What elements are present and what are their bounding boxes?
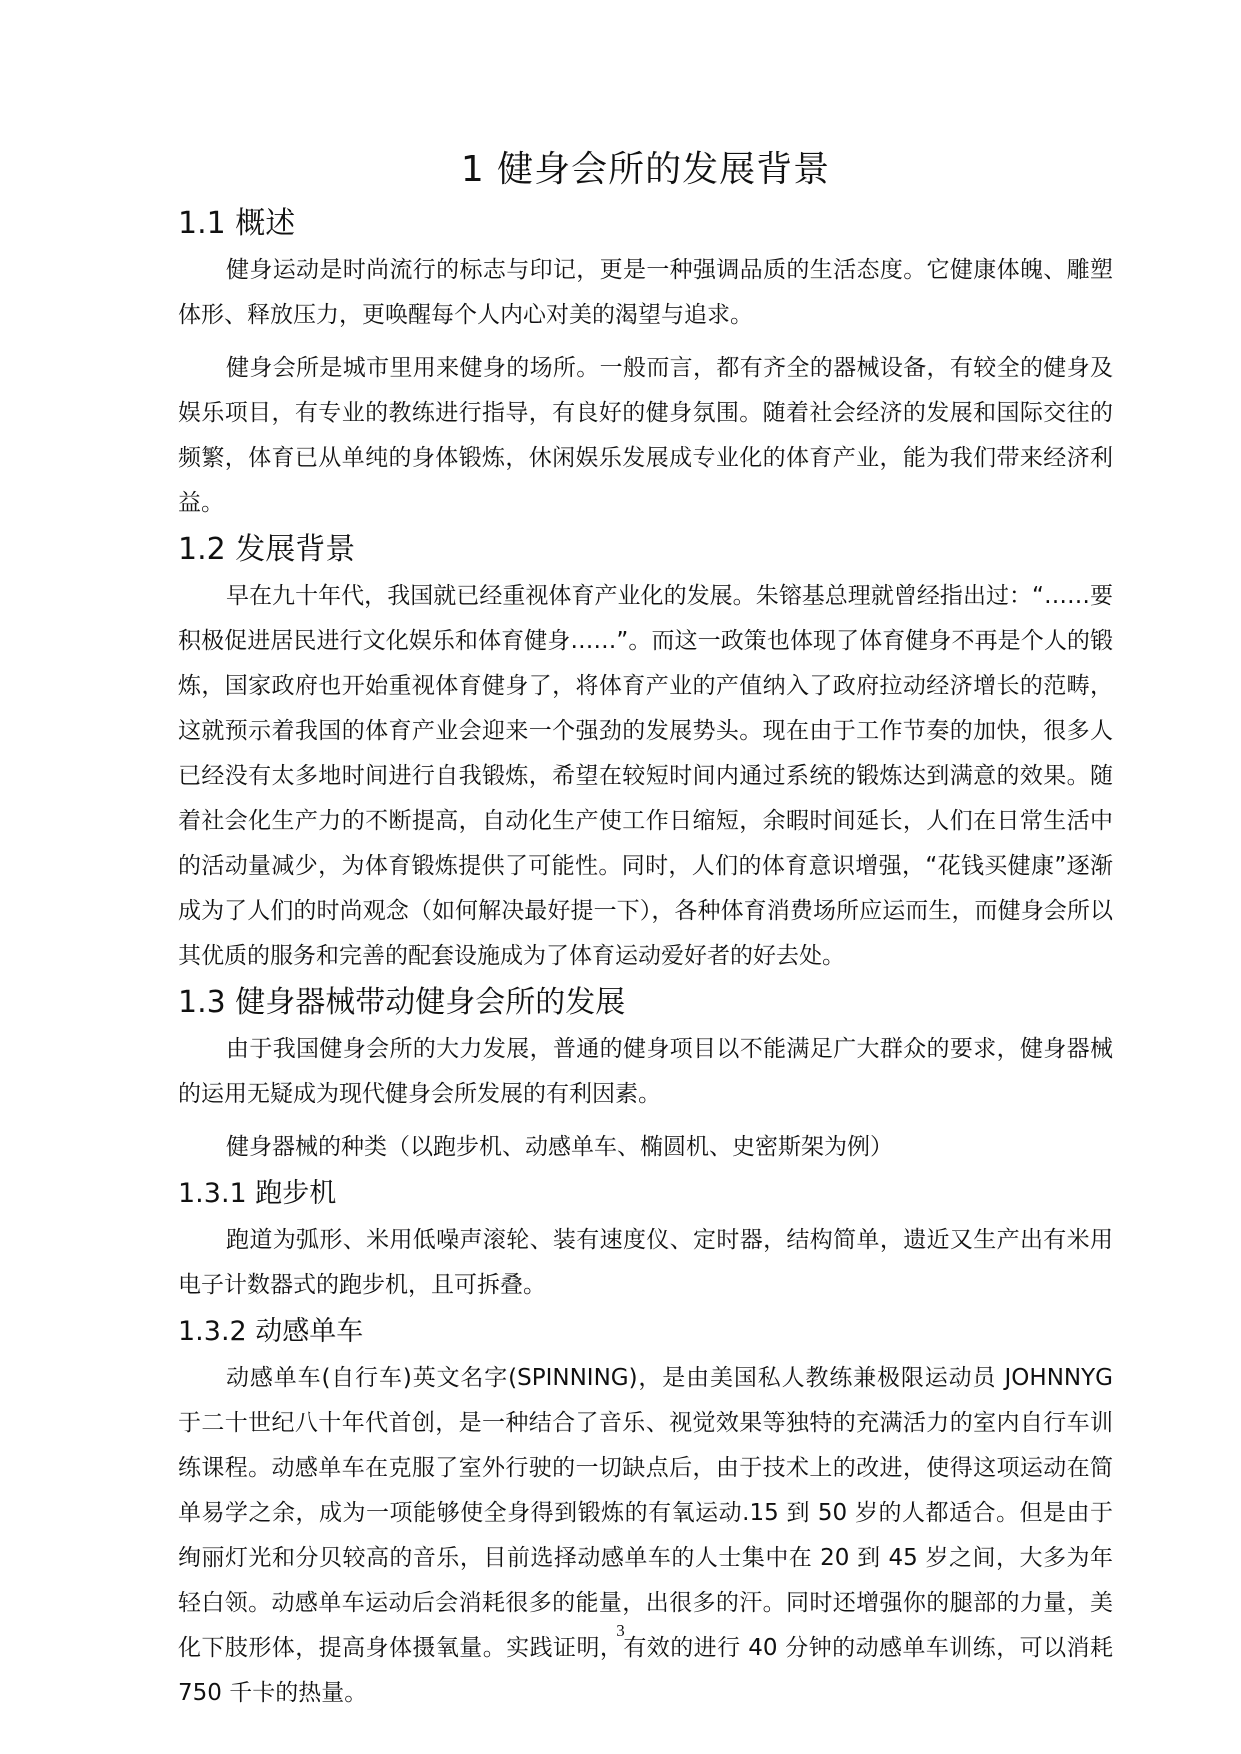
- paragraph: 健身会所是城市里用来健身的场所。一般而言，都有齐全的器械设备，有较全的健身及娱乐项目，有专业的教练进行指导，有良好的健身氛围。随着社会经济的发展和国际交往的频繁，体育已从单纯的身体锻炼，休闲娱乐发展成专业化的体育产业，能为我们带来经济利益。: [178, 355, 1113, 516]
- paragraph: 跑道为弧形、米用低噪声滚轮、装有速度仪、定时器，结构简单，遗近又生产出有米用电子计数器式的跑步机，且可拆叠。: [178, 1227, 1113, 1298]
- paragraph: 由于我国健身会所的大力发展，普通的健身项目以不能满足广大群众的要求，健身器械的运用无疑成为现代健身会所发展的有利因素。: [178, 1036, 1113, 1107]
- section-heading-1-3-1: 1.3.1 跑步机: [178, 1178, 337, 1209]
- section-heading-1-3: 1.3 健身器械带动健身会所的发展: [178, 985, 626, 1020]
- section-heading-1-2: 1.2 发展背景: [178, 532, 356, 567]
- paragraph: 健身器械的种类（以跑步机、动感单车、椭圆机、史密斯架为例）: [226, 1134, 893, 1160]
- page-content: [178, 140, 1113, 1716]
- paragraph: 健身运动是时尚流行的标志与印记，更是一种强调品质的生活态度。它健康体魄、雕塑体形、释放压力，更唤醒每个人内心对美的渴望与追求。: [178, 257, 1113, 328]
- chapter-title: 1 健身会所的发展背景: [460, 149, 831, 190]
- section-heading-1-3-2: 1.3.2 动感单车: [178, 1316, 364, 1347]
- paragraph: 早在九十年代，我国就已经重视体育产业化的发展。朱镕基总理就曾经指出过：“……要积极促进居民进行文化娱乐和体育健身……”。而这一政策也体现了体育健身不再是个人的锻炼，国家政府也开始重视体育健身了，将体育产业的产值纳入了政府拉动经济增长的范畴，这就预示着我国的体育产业会迎来一个强劲的发展势头。现在由于工作节奏的加快，很多人已经没有太多地时间进行自我锻炼，希望在较短时间内通过系统的锻炼达到满意的效果。随着社会化生产力的不断提高，自动化生产使工作日缩短，余暇时间延长，人们在日常生活中的活动量减少，为体育锻炼提供了可能性。同时，人们的体育意识增强，“花钱买健康”逐渐成为了人们的时尚观念（如何解决最好提一下），各种体育消费场所应运而生，而健身会所以其优质的服务和完善的配套设施成为了体育运动爱好者的好去处。: [178, 583, 1113, 969]
- paragraph: 动感单车(自行车)英文名字(SPINNING)，是由美国私人教练兼极限运动员 JOHNNYG 于二十世纪八十年代首创，是一种结合了音乐、视觉效果等独特的充满活力的室内自行车训练课程。动感单车在克服了室外行驶的一切缺点后，由于技术上的改进，使得这项运动在简单易学之余，成为一项能够使全身得到锻炼的有氧运动.15 到 50 岁的人都适合。但是由于绚丽灯光和分贝较高的音乐，目前选择动感单车的人士集中在 20 到 45 岁之间，大多为年轻白领。动感单车运动后会消耗很多的能量，出很多的汗。同时还增强你的腿部的力量，美化下肢形体，提高身体摄氧量。实践证明，有效的进行 40 分钟的动感单车训练，可以消耗 750 千卡的热量。: [178, 1365, 1113, 1706]
- section-heading-1-1: 1.1 概述: [178, 206, 296, 241]
- page-number: 3: [616, 1621, 625, 1640]
